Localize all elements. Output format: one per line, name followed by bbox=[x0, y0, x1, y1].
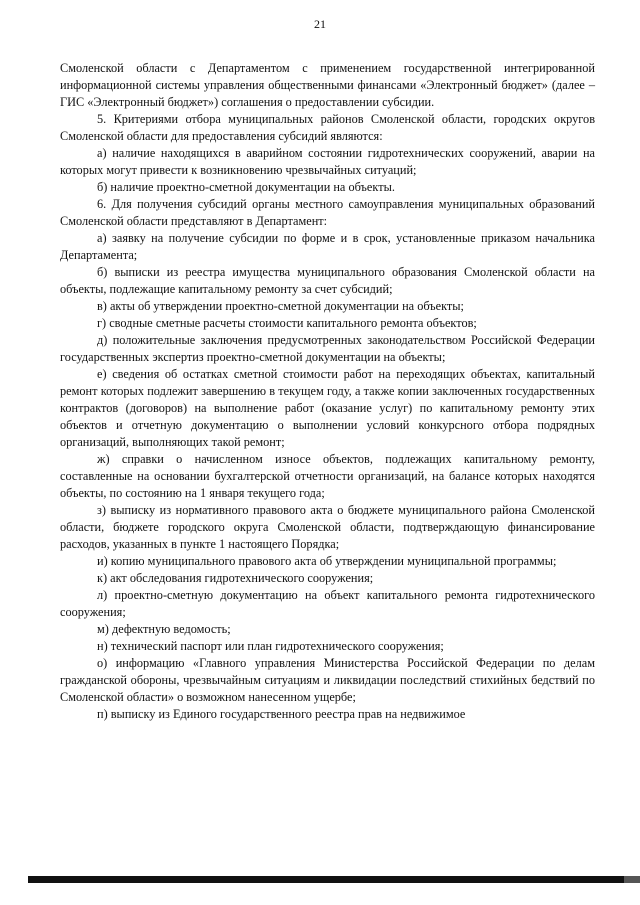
paragraph: г) сводные сметные расчеты стоимости капитального ремонта объектов; bbox=[97, 316, 477, 330]
paragraph: а) заявку на получение субсидии по форме и в срок, установленные приказом начальника Департамента; bbox=[60, 231, 595, 262]
paragraph: 6. Для получения субсидий органы местного самоуправления муниципальных образований Смоленской области представляют в Департамент: bbox=[60, 197, 595, 228]
paragraph: д) положительные заключения предусмотренных законодательством Российской Федерации государственных экспертиз проектно-сметной документации на объекты; bbox=[60, 333, 595, 364]
paragraph: ж) справки о начисленном износе объектов, подлежащих капитальному ремонту, составленные на основании бухгалтерской отчетности организаций, на балансе которых находятся объекты, по состоянию на 1 января текущего года; bbox=[60, 452, 595, 500]
paragraph: б) наличие проектно-сметной документации на объекты. bbox=[97, 180, 395, 194]
paragraph: н) технический паспорт или план гидротехнического сооружения; bbox=[97, 639, 444, 653]
paragraph: а) наличие находящихся в аварийном состоянии гидротехнических сооружений, аварии на которых могут привести к возникновению чрезвычайных ситуаций; bbox=[60, 146, 595, 177]
paragraph: в) акты об утверждении проектно-сметной документации на объекты; bbox=[97, 299, 464, 313]
paragraph: з) выписку из нормативного правового акта о бюджете муниципального района Смоленской области, бюджете городского округа Смоленской области, подтверждающую финансирование расходов, указанных в пункте 1 настоящего Порядка; bbox=[60, 503, 595, 551]
paragraph: о) информацию «Главного управления Министерства Российской Федерации по делам гражданской обороны, чрезвычайным ситуациям и ликвидации последствий стихийных бедствий по Смоленской области» о возможном нанесенном ущербе; bbox=[60, 656, 595, 704]
paragraph: е) сведения об остатках сметной стоимости работ на переходящих объектах, капитальный ремонт которых подлежит завершению в текущем году, а также копии заключенных государственных контрактов (договоров) на выполнение работ (оказание услуг) по капитальному ремонту этих объектов и отчетную документацию о выполнении условий конкурсного отбора подрядных организаций, выполняющих такой ремонт; bbox=[60, 367, 595, 449]
paragraph: к) акт обследования гидротехнического сооружения; bbox=[97, 571, 374, 585]
paragraph: 5. Критериями отбора муниципальных районов Смоленской области, городских округов Смоленской области для предоставления субсидий являются: bbox=[60, 112, 595, 143]
paragraph: б) выписки из реестра имущества муниципального образования Смоленской области на объекты, подлежащие капитальному ремонту за счет субсидий; bbox=[60, 265, 595, 296]
document-body bbox=[60, 60, 595, 723]
page-number: 21 bbox=[314, 17, 326, 31]
paragraph: м) дефектную ведомость; bbox=[97, 622, 231, 636]
paragraph: л) проектно-сметную документацию на объект капитального ремонта гидротехнического сооружения; bbox=[60, 588, 595, 619]
paragraph: и) копию муниципального правового акта об утверждении муниципальной программы; bbox=[97, 554, 557, 568]
paragraph: Смоленской области с Департаментом с применением государственной интегрированной информационной системы управления общественными финансами «Электронный бюджет» (далее – ГИС «Электронный бюджет») соглашения о предоставлении субсидии. bbox=[60, 61, 595, 109]
paragraph: п) выписку из Единого государственного реестра прав на недвижимое bbox=[97, 707, 466, 721]
scan-edge-rule bbox=[28, 876, 628, 883]
